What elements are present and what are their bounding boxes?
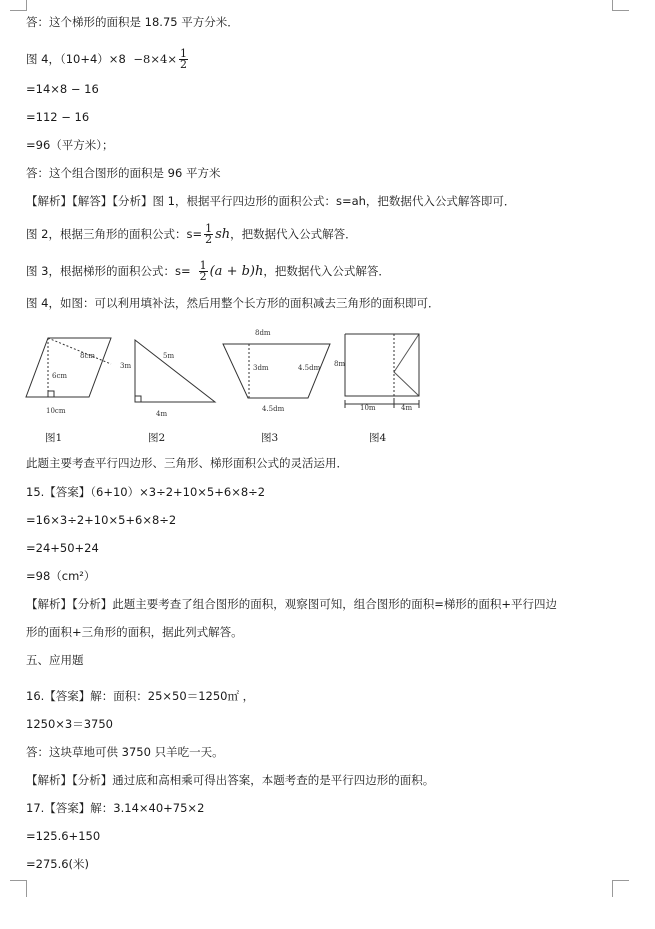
fig4-label: 8m <box>334 360 346 368</box>
calc-step: =14×8 − 16 <box>26 82 99 96</box>
formula-var: sh <box>215 227 231 242</box>
fig1-label: 10cm <box>46 407 66 415</box>
fig2-text: 图 2，根据三角形的面积公式：s= <box>26 227 203 241</box>
figure-4-composite <box>345 334 419 408</box>
q16-conclusion: 答：这块草地可供 3750 只羊吃一天。 <box>26 745 224 759</box>
analysis-fig2 <box>26 220 357 249</box>
fig3-caption: 图3 <box>261 432 279 444</box>
corner-mark-top-right <box>612 0 629 11</box>
fig3-label: 4.5dm <box>262 405 285 413</box>
calc-step: 1250×3＝3750 <box>26 717 113 731</box>
corner-mark-bottom-left <box>10 880 27 897</box>
fraction-one-half: $\frac{1}{2}$ <box>179 47 187 71</box>
answer-combined-area: 答：这个组合图形的面积是 96 平方米 <box>26 166 221 180</box>
fig2-label: 5m <box>163 352 175 360</box>
fig2-label: 3m <box>120 362 132 370</box>
q15-analysis-cont: 形的面积+三角形的面积，据此列式解答。 <box>26 625 243 639</box>
corner-mark-top-left <box>10 0 27 11</box>
fig2-text-suffix: ，把数据代入公式解答． <box>230 227 357 241</box>
calc-result: =275.6(米) <box>26 857 90 871</box>
q15-analysis: 【解析】【分析】此题主要考查了组合图形的面积，观察图可知，组合图形的面积=梯形的面积+平行四边 <box>26 597 558 611</box>
q17-answer: 17.【答案】解：3.14×40+75×2 <box>26 801 205 815</box>
fig3-label: 8dm <box>255 329 271 337</box>
section-heading: 五、应用题 <box>26 653 84 667</box>
fig3-text: 图 3，根据梯形的面积公式：s= <box>26 264 191 278</box>
calc-result: =96（平方米）； <box>26 138 114 152</box>
calc-step: =24+50+24 <box>26 541 99 555</box>
fig1-caption: 图1 <box>45 432 63 444</box>
calc-step: =16×3÷2+10×5+6×8÷2 <box>26 513 177 527</box>
analysis-fig3 <box>26 256 390 287</box>
calc-step: =125.6+150 <box>26 829 101 843</box>
q16-answer: 16.【答案】解：面积：25×50＝1250㎡ ， <box>26 689 255 703</box>
fraction-one-half: $\frac{1}{2}$ <box>199 259 207 283</box>
calc-step: =112 − 16 <box>26 110 90 124</box>
geometry-figures <box>0 320 655 450</box>
fig4-calc-prefix: 图 4，（10+4）×8 <box>26 52 126 66</box>
fig4-label: 10m <box>360 404 376 412</box>
fig4-calc-expr: −8×4× <box>133 52 177 66</box>
answer-trapezoid-area: 答：这个梯形的面积是 18.75 平方分米． <box>26 15 239 29</box>
fig1-label: 6cm <box>52 372 68 380</box>
corner-mark-bottom-right <box>612 880 629 897</box>
analysis-fig4: 图 4，如图：可以利用填补法，然后用整个长方形的面积减去三角形的面积即可． <box>26 296 440 310</box>
calc-result: =98（cm²） <box>26 569 96 583</box>
fig3-text-suffix: ，把数据代入公式解答． <box>263 264 390 278</box>
formula-var: (a + b)h <box>209 264 264 279</box>
fig2-label: 4m <box>156 410 168 418</box>
fig3-label: 4.5dm <box>298 364 321 372</box>
figure-1-parallelogram <box>26 338 111 397</box>
fig2-caption: 图2 <box>148 432 166 444</box>
figure-2-triangle <box>135 340 215 402</box>
fig3-label: 3dm <box>253 364 269 372</box>
fraction-one-half: $\frac{1}{2}$ <box>205 222 213 246</box>
fig4-caption: 图4 <box>369 432 387 444</box>
analysis-fig1: 【解析】【解答】【分析】图 1，根据平行四边形的面积公式：s=ah，把数据代入公式解答即可． <box>26 194 516 208</box>
fig4-label: 4m <box>401 404 413 412</box>
fig1-label: 8cm <box>80 352 96 360</box>
fig4-calculation <box>26 44 190 74</box>
q15-answer: 15.【答案】（6+10）×3÷2+10×5+6×8÷2 <box>26 485 266 499</box>
summary-text: 此题主要考查平行四边形、三角形、梯形面积公式的灵活运用． <box>26 456 348 470</box>
q16-analysis: 【解析】【分析】通过底和高相乘可得出答案，本题考查的是平行四边形的面积。 <box>26 773 435 787</box>
